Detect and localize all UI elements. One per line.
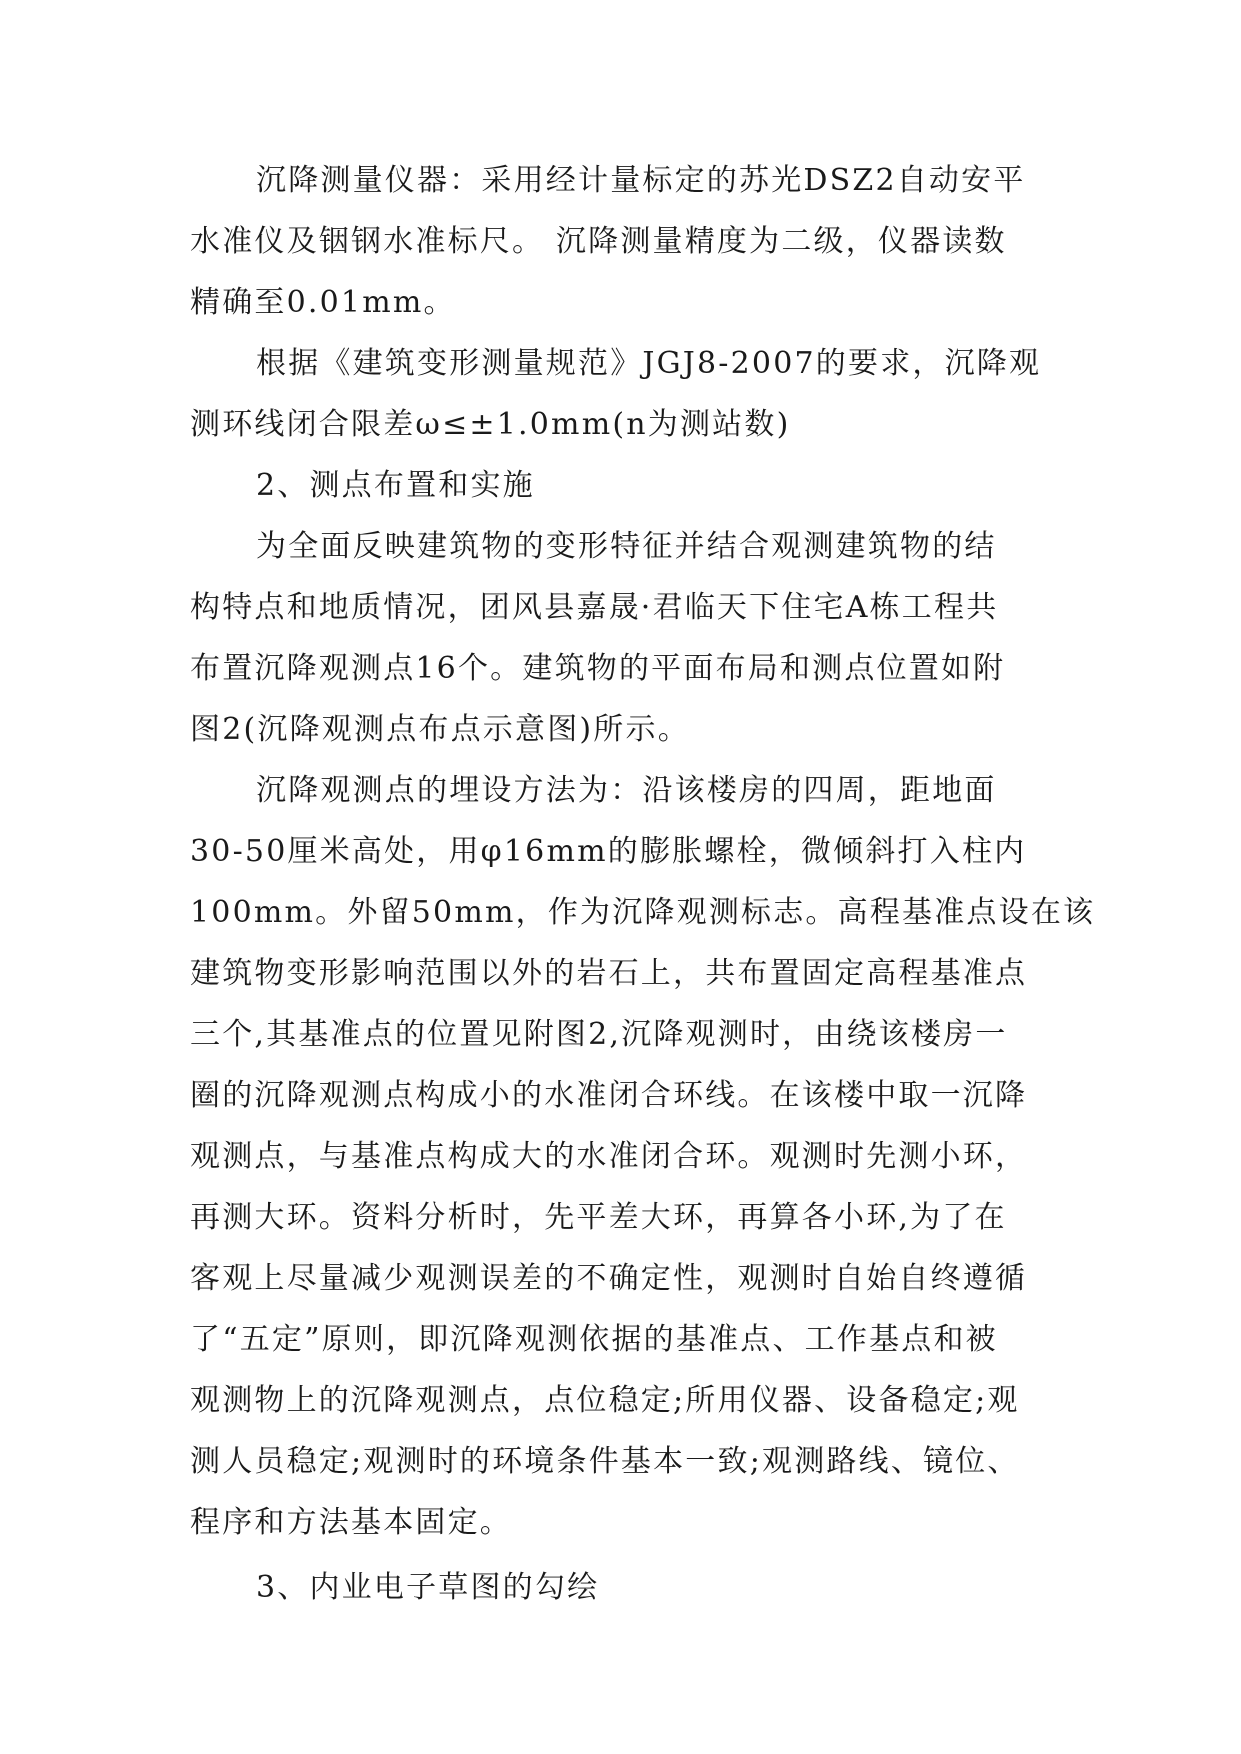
paragraph-layout (190, 516, 1060, 760)
text-line: 30-50厘米高处，用φ16mm的膨胀螺栓，微倾斜打入柱内 (190, 834, 1027, 869)
paragraph-standard (190, 333, 1060, 455)
text-line: 圈的沉降观测点构成小的水准闭合环线。在该楼中取一沉降 (190, 1078, 1028, 1113)
text-line: 构特点和地质情况，团风县嘉晟·君临天下住宅A栋工程共 (190, 590, 999, 625)
text-line: 图2(沉降观测点布点示意图)所示。 (190, 712, 690, 747)
text-line: 三个,其基准点的位置见附图2,沉降观测时，由绕该楼房一 (190, 1017, 1008, 1052)
paragraph-instrument (190, 150, 1060, 333)
text-line: 为全面反映建筑物的变形特征并结合观测建筑物的结 (256, 529, 997, 564)
document-body (190, 150, 1096, 1618)
text-line: 观测物上的沉降观测点，点位稳定;所用仪器、设备稳定;观 (190, 1383, 1020, 1418)
text-line: 了“五定”原则，即沉降观测依据的基准点、工作基点和被 (190, 1322, 998, 1357)
section-heading-2 (190, 455, 1060, 516)
text-line: 程序和方法基本固定。 (190, 1505, 512, 1540)
text-line: 测人员稳定;观测时的环境条件基本一致;观测路线、镜位、 (190, 1444, 1020, 1479)
text-line: 沉降测量仪器：采用经计量标定的苏光DSZ2自动安平 (256, 163, 1026, 198)
text-line: 水准仪及铟钢水准标尺。 沉降测量精度为二级，仪器读数 (190, 224, 1007, 259)
paragraph-method (190, 760, 1096, 1553)
text-line: 测环线闭合限差ω≤±1.0mm(n为测站数) (190, 407, 791, 442)
heading-text: 2、测点布置和实施 (256, 468, 535, 503)
text-line: 再测大环。资料分析时，先平差大环，再算各小环,为了在 (190, 1200, 1007, 1235)
text-line: 100mm。外留50mm，作为沉降观测标志。高程基准点设在该 (190, 895, 1096, 930)
text-line: 根据《建筑变形测量规范》JGJ8-2007的要求，沉降观 (256, 346, 1042, 381)
text-line: 观测点，与基准点构成大的水准闭合环。观测时先测小环， (190, 1139, 1028, 1174)
text-line: 建筑物变形影响范围以外的岩石上，共布置固定高程基准点 (190, 956, 1028, 991)
text-line: 布置沉降观测点16个。建筑物的平面布局和测点位置如附 (190, 651, 1006, 686)
text-line: 客观上尽量减少观测误差的不确定性，观测时自始自终遵循 (190, 1261, 1028, 1296)
text-line: 沉降观测点的埋设方法为：沿该楼房的四周，距地面 (256, 773, 997, 808)
text-line: 精确至0.01mm。 (190, 285, 456, 320)
section-heading-3 (190, 1557, 1060, 1618)
heading-text: 3、内业电子草图的勾绘 (256, 1570, 600, 1605)
